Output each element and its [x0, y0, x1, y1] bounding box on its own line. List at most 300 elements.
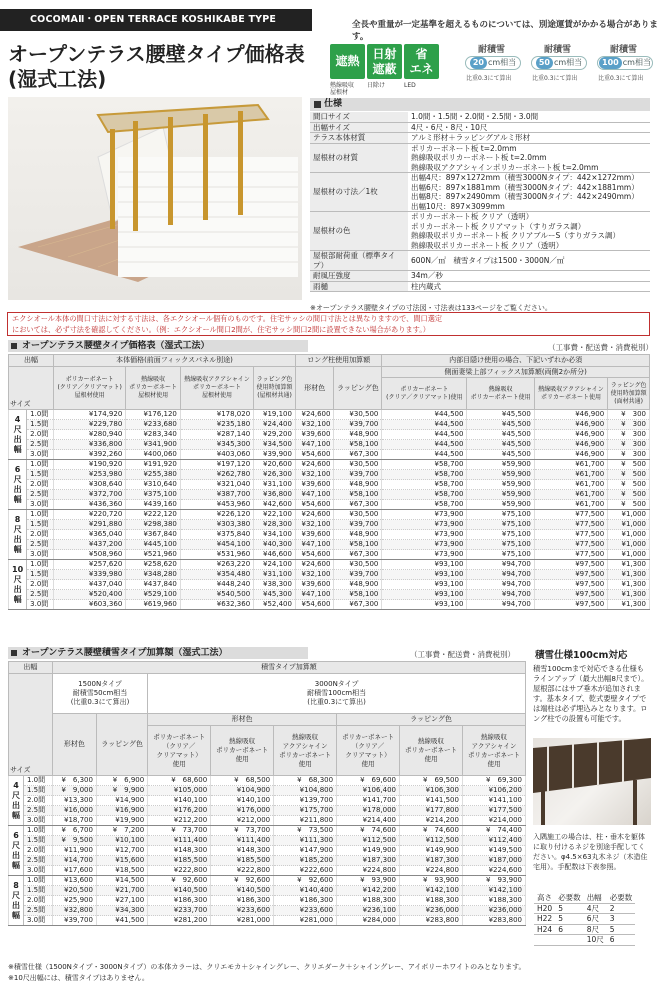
snow100-note: 入隅施工の場合は、柱・垂木を躯体に取り付けるネジを別途手配してください。φ4.5×63丸木ネジ（木造住宅用）。手配数は下表参照。 — [533, 833, 648, 871]
table-row — [9, 530, 650, 540]
price-cell: ¥392,260 — [54, 450, 126, 460]
mini-cell: H24 — [534, 924, 555, 935]
price-cell: ¥ 73,700 — [211, 826, 274, 836]
price-cell: ¥48,900 — [334, 580, 382, 590]
footer-note: ※積雪仕様（1500Nタイプ・3000Nタイプ）の本体カラーは、クリエモカ＋シャイングレー、クリエダーク＋シャイングレー、アイボリーホワイトのみとなります。 — [8, 963, 526, 971]
size-cell: 1.0間 — [24, 776, 53, 786]
price-cell: ¥39,600 — [295, 530, 334, 540]
price-cell: ¥ 300 — [608, 410, 650, 420]
snow100-heading: 積雪仕様100cm対応 — [535, 650, 628, 661]
table-row — [9, 560, 650, 570]
price-cell: ¥18,700 — [52, 816, 96, 826]
price-cell: ¥94,700 — [467, 580, 534, 590]
feature-badge-caption: 熱線吸収 屋根材 — [330, 82, 355, 96]
size-cell: 1.0間 — [27, 460, 54, 470]
price-cell: ¥188,300 — [337, 896, 400, 906]
spec-value — [408, 133, 650, 144]
price-cell: ¥1,300 — [608, 580, 650, 590]
price-cell: ¥39,600 — [295, 480, 334, 490]
price-cell: ¥93,100 — [382, 580, 467, 590]
size-cell: 3.0間 — [24, 916, 53, 926]
price-cell: ¥111,400 — [148, 836, 211, 846]
size-cell: 2.5間 — [27, 440, 54, 450]
price-cell: ¥24,600 — [295, 560, 334, 570]
snow-badge-title: 耐積雪 — [610, 45, 638, 55]
price-cell: ¥176,000 — [211, 806, 274, 816]
price-cell: ¥106,200 — [462, 786, 525, 796]
price-cell: ¥19,900 — [96, 816, 147, 826]
terrace-illustration — [8, 97, 302, 300]
mini-header: 高さ — [534, 893, 555, 903]
price-cell: ¥46,900 — [534, 440, 607, 450]
size-cell: 1.0間 — [24, 876, 53, 886]
price-cell: ¥1,300 — [608, 560, 650, 570]
price-cell: ¥187,300 — [400, 856, 463, 866]
price-cell: ¥27,100 — [96, 896, 147, 906]
snow-unit: cm相当 — [622, 58, 651, 67]
mini-cell: 5 — [607, 924, 636, 935]
col-header: 熱線吸収 ポリカーボネート 使用 — [211, 726, 274, 776]
price-cell: ¥211,800 — [274, 816, 337, 826]
price-cell: ¥ 500 — [608, 480, 650, 490]
price-cell: ¥73,900 — [382, 520, 467, 530]
price-cell: ¥26,300 — [254, 470, 296, 480]
price-cell: ¥38,300 — [254, 580, 296, 590]
price-cell: ¥58,700 — [382, 470, 467, 480]
price-cell: ¥73,900 — [382, 530, 467, 540]
price-cell: ¥214,200 — [400, 816, 463, 826]
price-cell: ¥175,700 — [274, 806, 337, 816]
spec-row — [310, 173, 650, 212]
price-cell: ¥148,300 — [148, 846, 211, 856]
price-cell: ¥345,300 — [180, 440, 253, 450]
price-cell: ¥32,100 — [295, 520, 334, 530]
price-cell: ¥25,900 — [52, 896, 96, 906]
snow-badge-title: 耐積雪 — [544, 45, 572, 55]
size-cell: 3.0間 — [24, 816, 53, 826]
price-cell: ¥281,000 — [274, 916, 337, 926]
price-cell: ¥439,160 — [126, 500, 181, 510]
price-cell: ¥1,000 — [608, 550, 650, 560]
size-cell: 2.5間 — [24, 856, 53, 866]
snow100-text: 積雪100cmまで対応できる仕様もラインアップ（最大出幅8尺まで）。屋根部にはサブ垂木が追加されます。基本タイプ、乾式要壁タイプでは端柱は必ず埋込みとなります。ロング柱での設置も可能です。 — [533, 664, 649, 723]
col-header: ポリカーボネート （クリア／ クリアマット） 使用 — [337, 726, 400, 776]
price-cell: ¥236,000 — [462, 906, 525, 916]
price-cell: ¥97,500 — [534, 560, 607, 570]
price-cell: ¥222,800 — [148, 866, 211, 876]
price-cell: ¥59,900 — [467, 480, 534, 490]
col-header: ラッピング色 — [96, 714, 147, 776]
price-cell: ¥233,600 — [211, 906, 274, 916]
price-cell: ¥283,800 — [400, 916, 463, 926]
col-3000n: 3000Nタイプ 耐積雪100cm相当 (比重0.3にて算出) — [148, 674, 526, 714]
snow-badge — [528, 40, 590, 88]
price-cell: ¥281,200 — [148, 916, 211, 926]
price-cell: ¥521,960 — [126, 550, 181, 560]
price-cell: ¥185,200 — [274, 856, 337, 866]
table-row — [9, 470, 650, 480]
table-row — [9, 916, 526, 926]
size-cell: 2.0間 — [24, 796, 53, 806]
price-cell: ¥224,800 — [337, 866, 400, 876]
spec-value-line: ポリカーボネート板 t=2.0mm — [411, 143, 517, 153]
mini-cell — [555, 935, 584, 946]
price-cell: ¥233,680 — [126, 420, 181, 430]
price-cell: ¥42,600 — [254, 500, 296, 510]
price-cell: ¥540,500 — [180, 590, 253, 600]
spec-row — [310, 122, 650, 133]
price-cell: ¥ 69,500 — [400, 776, 463, 786]
snow100-photo — [533, 738, 651, 825]
price-cell: ¥ 92,600 — [148, 876, 211, 886]
snow-badge-sub: 比重0.3にて算出 — [532, 75, 578, 82]
price-table — [8, 354, 650, 610]
price-cell: ¥ 300 — [608, 440, 650, 450]
price-cell: ¥18,500 — [96, 866, 147, 876]
spec-value-line: 柱内蔵式 — [411, 281, 441, 291]
mini-row — [534, 935, 635, 946]
price-cell: ¥59,900 — [467, 490, 534, 500]
price-cell: ¥61,700 — [534, 490, 607, 500]
price-cell: ¥258,620 — [126, 560, 181, 570]
price-cell: ¥77,500 — [534, 520, 607, 530]
table-header-row — [9, 355, 650, 367]
price-cell: ¥348,280 — [126, 570, 181, 580]
price-cell: ¥46,900 — [534, 430, 607, 440]
col-header: 熱線吸収 アクアシャイン ポリカーボネート 使用 — [462, 726, 525, 776]
table2-note: （工事費・配送費・消費税別） — [410, 650, 515, 659]
price-cell: ¥ 74,600 — [400, 826, 463, 836]
price-cell: ¥48,900 — [334, 530, 382, 540]
price-cell: ¥61,700 — [534, 480, 607, 490]
spec-row — [310, 281, 650, 292]
price-cell: ¥140,500 — [211, 886, 274, 896]
table-row — [9, 430, 650, 440]
price-cell: ¥36,800 — [254, 490, 296, 500]
price-cell: ¥16,900 — [96, 806, 147, 816]
price-cell: ¥1,000 — [608, 520, 650, 530]
col-header: ポリカーボネート (クリア／クリアマット) 屋根材使用 — [54, 367, 126, 410]
price-cell: ¥59,900 — [467, 470, 534, 480]
price-cell: ¥47,100 — [295, 540, 334, 550]
spec-value-line: 34m／秒 — [411, 271, 443, 280]
price-cell: ¥44,500 — [382, 410, 467, 420]
price-cell: ¥61,700 — [534, 460, 607, 470]
col-size: サイズ — [9, 674, 53, 776]
price-cell: ¥178,020 — [180, 410, 253, 420]
snow-depth: 20 — [470, 57, 487, 69]
size-cell: 1.0間 — [27, 510, 54, 520]
col-width: 出幅 — [9, 355, 54, 367]
price-cell: ¥13,600 — [52, 876, 96, 886]
snow-unit: cm相当 — [553, 58, 583, 67]
warning-box — [7, 312, 650, 336]
price-cell: ¥ 6,900 — [96, 776, 147, 786]
price-cell: ¥47,100 — [295, 440, 334, 450]
col-header: 形材色 — [52, 714, 96, 776]
mini-cell: 10尺 — [584, 935, 607, 946]
price-cell: ¥ 68,600 — [148, 776, 211, 786]
price-cell: ¥186,300 — [148, 896, 211, 906]
spec-value — [408, 271, 650, 282]
price-cell: ¥67,300 — [334, 450, 382, 460]
table-row — [9, 540, 650, 550]
price-cell: ¥185,500 — [211, 856, 274, 866]
col-header: ラッピング色 使用時加算額 (面材共通) — [608, 378, 650, 410]
price-cell: ¥186,300 — [211, 896, 274, 906]
mini-cell: 6 — [607, 935, 636, 946]
price-cell: ¥214,400 — [337, 816, 400, 826]
mini-cell: 6 — [555, 924, 584, 935]
price-cell: ¥105,000 — [148, 786, 211, 796]
price-cell: ¥ 9,000 — [52, 786, 96, 796]
price-cell: ¥ 73,700 — [148, 826, 211, 836]
price-cell: ¥44,500 — [382, 420, 467, 430]
price-cell: ¥1,000 — [608, 510, 650, 520]
size-cell: 1.5間 — [24, 886, 53, 896]
price-cell: ¥39,700 — [52, 916, 96, 926]
size-cell: 3.0間 — [27, 600, 54, 610]
price-cell: ¥1,000 — [608, 530, 650, 540]
price-cell: ¥400,060 — [126, 450, 181, 460]
mini-cell: 4尺 — [584, 903, 607, 914]
size-cell: 2.5間 — [27, 590, 54, 600]
price-cell: ¥111,300 — [274, 836, 337, 846]
size-cell: 1.5間 — [24, 836, 53, 846]
table-row — [9, 510, 650, 520]
spec-key: 出幅サイズ — [310, 122, 408, 133]
spec-value — [408, 122, 650, 133]
price-cell: ¥508,960 — [54, 550, 126, 560]
size-cell: 1.0間 — [27, 410, 54, 420]
price-cell: ¥93,100 — [382, 590, 467, 600]
size-cell: 2.5間 — [27, 490, 54, 500]
spec-key: 屋根部耐荷重（標準タイプ） — [310, 251, 408, 271]
price-cell: ¥177,800 — [400, 806, 463, 816]
price-cell: ¥177,500 — [462, 806, 525, 816]
spec-key: 屋根材の色 — [310, 212, 408, 251]
price-cell: ¥141,100 — [462, 796, 525, 806]
price-cell: ¥97,500 — [534, 570, 607, 580]
table-row — [9, 460, 650, 470]
feature-badge: 遮熱 — [330, 44, 365, 79]
spec-key: テラス本体材質 — [310, 133, 408, 144]
feature-badges — [330, 44, 439, 79]
col-header: 熱線吸収 ポリカーボネート 屋根材使用 — [126, 367, 181, 410]
price-cell: ¥284,000 — [337, 916, 400, 926]
table-row — [9, 896, 526, 906]
size-cell: 2.0間 — [27, 530, 54, 540]
spec-value — [408, 212, 650, 251]
size-cell: 2.0間 — [24, 846, 53, 856]
price-cell: ¥14,700 — [52, 856, 96, 866]
col-snow-addon: 積雪タイプ加算額 — [52, 662, 525, 674]
table-row — [9, 420, 650, 430]
table-row — [9, 550, 650, 560]
snow-badge-sub: 比重0.3にて算出 — [598, 75, 644, 82]
spec-value-line: 熱線吸収ポリカーボネート板 クリアブルーS（すりガラス調） — [411, 231, 621, 240]
price-cell: ¥139,700 — [274, 796, 337, 806]
price-cell: ¥111,400 — [211, 836, 274, 846]
table-header-row — [9, 367, 650, 378]
col-1500n: 1500Nタイプ 耐積雪50cm相当 (比重0.3にて算出) — [52, 674, 147, 714]
price-cell: ¥ 300 — [608, 420, 650, 430]
price-cell: ¥59,900 — [467, 500, 534, 510]
price-cell: ¥ 93,900 — [400, 876, 463, 886]
spec-value — [408, 112, 650, 122]
price-cell: ¥226,120 — [180, 510, 253, 520]
snow-badge — [462, 40, 524, 88]
col-header: ポリカーボネート (クリア／クリアマット)使用 — [382, 378, 467, 410]
size-cell: 2.5間 — [24, 906, 53, 916]
price-cell: ¥339,980 — [54, 570, 126, 580]
price-cell: ¥73,900 — [382, 510, 467, 520]
spec-value-line: 熱線吸収ポリカーボネート板 クリア（透明） — [411, 240, 564, 250]
spec-value-line: ポリカーボネート板 クリア（透明） — [411, 212, 534, 221]
price-cell: ¥54,600 — [295, 600, 334, 610]
price-cell: ¥30,500 — [334, 460, 382, 470]
price-cell: ¥34,500 — [254, 440, 296, 450]
price-cell: ¥31,100 — [254, 570, 296, 580]
price-cell: ¥58,100 — [334, 540, 382, 550]
price-cell: ¥54,600 — [295, 450, 334, 460]
price-cell: ¥140,500 — [148, 886, 211, 896]
price-cell: ¥ 500 — [608, 470, 650, 480]
price-cell: ¥298,380 — [126, 520, 181, 530]
spec-heading: 仕様 — [310, 98, 650, 111]
col-width: 出幅 — [9, 662, 53, 674]
price-cell: ¥39,900 — [254, 450, 296, 460]
price-cell: ¥222,600 — [274, 866, 337, 876]
price-cell: ¥236,100 — [337, 906, 400, 916]
price-cell: ¥436,360 — [54, 500, 126, 510]
spec-row — [310, 112, 650, 122]
price-cell: ¥34,100 — [254, 530, 296, 540]
price-cell: ¥186,300 — [274, 896, 337, 906]
price-cell: ¥ 500 — [608, 460, 650, 470]
price-cell: ¥ 6,700 — [52, 826, 96, 836]
col-header: ポリカーボネート （クリア／ クリアマット） 使用 — [148, 726, 211, 776]
price-cell: ¥73,900 — [382, 540, 467, 550]
price-cell: ¥39,600 — [295, 430, 334, 440]
price-cell: ¥48,900 — [334, 430, 382, 440]
price-cell: ¥75,100 — [467, 520, 534, 530]
price-cell: ¥ 68,300 — [274, 776, 337, 786]
price-cell: ¥ 69,600 — [337, 776, 400, 786]
price-cell: ¥20,500 — [52, 886, 96, 896]
mini-header: 出幅 — [584, 893, 607, 903]
col-side-required: 内部目隠け使用の場合、下記いずれか必須 — [382, 355, 650, 367]
mini-cell — [534, 935, 555, 946]
price-cell: ¥45,500 — [467, 430, 534, 440]
price-cell: ¥453,960 — [180, 500, 253, 510]
price-cell: ¥1,000 — [608, 540, 650, 550]
spec-table — [310, 112, 650, 292]
spec-value-line: 熱線吸収ポリカーボネート板 t=2.0mm — [411, 153, 547, 162]
table-row — [9, 786, 526, 796]
price-cell: ¥24,400 — [254, 420, 296, 430]
price-cell: ¥185,500 — [148, 856, 211, 866]
price-cell: ¥39,700 — [334, 420, 382, 430]
price-cell: ¥75,100 — [467, 510, 534, 520]
table-row — [9, 816, 526, 826]
price-cell: ¥77,500 — [534, 530, 607, 540]
price-cell: ¥141,500 — [400, 796, 463, 806]
size-cell: 3.0間 — [27, 450, 54, 460]
price-cell: ¥375,840 — [180, 530, 253, 540]
price-cell: ¥45,500 — [467, 450, 534, 460]
price-cell: ¥341,900 — [126, 440, 181, 450]
price-cell: ¥93,100 — [382, 600, 467, 610]
price-cell: ¥445,100 — [126, 540, 181, 550]
price-cell: ¥187,300 — [337, 856, 400, 866]
price-cell: ¥176,200 — [148, 806, 211, 816]
size-cell: 1.5間 — [27, 570, 54, 580]
price-cell: ¥308,640 — [54, 480, 126, 490]
size-cell: 1.5間 — [27, 470, 54, 480]
spec-value — [408, 143, 650, 173]
price-cell: ¥437,040 — [54, 580, 126, 590]
price-cell: ¥30,500 — [334, 410, 382, 420]
price-cell: ¥93,100 — [382, 560, 467, 570]
price-cell: ¥632,360 — [180, 600, 253, 610]
price-cell: ¥529,100 — [126, 590, 181, 600]
spec-value-line: 熱線吸収アクアシャインポリカーボネート板 t=2.0mm — [411, 162, 599, 172]
width-label: 4 尺 出 幅 — [9, 776, 24, 826]
price-cell: ¥58,700 — [382, 460, 467, 470]
price-cell: ¥ 74,600 — [337, 826, 400, 836]
spec-value-line: 4尺・6尺・8尺・10尺 — [411, 122, 488, 132]
price-cell: ¥30,500 — [334, 510, 382, 520]
price-cell: ¥20,600 — [254, 460, 296, 470]
price-cell: ¥142,100 — [400, 886, 463, 896]
mini-row — [534, 903, 635, 914]
table2-heading: オープンテラス腰壁積雪タイプ加算額（湿式工法） — [8, 647, 308, 659]
spec-value-line: 出幅10尺：897×3099mm — [411, 201, 505, 211]
warning-line: においては、必ず寸法を確認してください。（例：エクシオール間口2間が、住宅サッシ間口2間に設置できない場合があります。） — [12, 325, 430, 334]
price-cell: ¥28,300 — [254, 520, 296, 530]
col-body-price: 本体価格(前面フィックスパネル別途) — [54, 355, 296, 367]
price-cell: ¥140,400 — [274, 886, 337, 896]
price-cell: ¥32,800 — [52, 906, 96, 916]
size-cell: 1.5間 — [24, 786, 53, 796]
price-cell: ¥176,120 — [126, 410, 181, 420]
price-cell: ¥112,500 — [400, 836, 463, 846]
price-cell: ¥ 300 — [608, 430, 650, 440]
table-row — [9, 906, 526, 916]
snow-roof-illustration — [533, 738, 651, 825]
table-row — [9, 866, 526, 876]
price-cell: ¥48,900 — [334, 480, 382, 490]
price-cell: ¥220,720 — [54, 510, 126, 520]
spec-value-line: 出幅8尺：897×2490mm（積雪3000Nタイプ：442×2490mm） — [411, 192, 639, 201]
table-row — [9, 886, 526, 896]
price-cell: ¥46,900 — [534, 450, 607, 460]
table-row — [9, 450, 650, 460]
snow-badge-value — [465, 56, 521, 70]
price-cell: ¥112,500 — [337, 836, 400, 846]
price-cell: ¥336,800 — [54, 440, 126, 450]
price-cell: ¥403,060 — [180, 450, 253, 460]
price-cell: ¥454,100 — [180, 540, 253, 550]
price-cell: ¥94,700 — [467, 570, 534, 580]
price-cell: ¥1,300 — [608, 570, 650, 580]
table-row — [9, 520, 650, 530]
price-cell: ¥190,920 — [54, 460, 126, 470]
snow-load-badges — [462, 40, 656, 88]
price-cell: ¥140,100 — [211, 796, 274, 806]
price-cell: ¥197,120 — [180, 460, 253, 470]
